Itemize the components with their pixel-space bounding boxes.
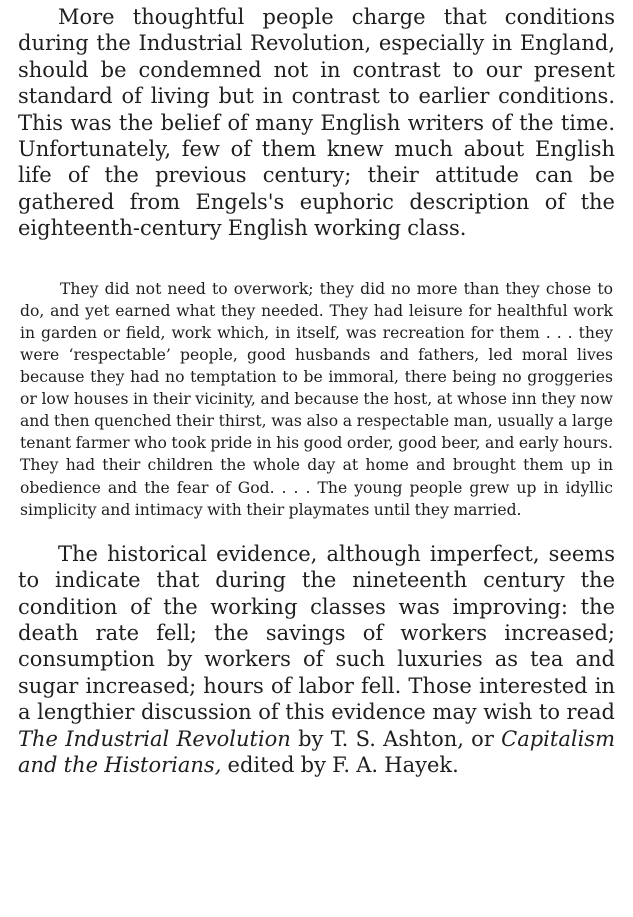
paragraph-2-text-before: The historical evidence, although imperfect, seems to indicate that during the nineteenth century the condition of the working classes was improving: the death rate fell; the savings of workers increased; consumption by workers of such luxuries as tea and sugar increased; hours of labor fell. Those interested in a lengthier discussion of this evidence may wish to read	[18, 541, 615, 725]
paragraph-2	[18, 541, 615, 779]
book-title-capitalism-historians: Capitalism and the Historians,	[18, 726, 615, 777]
book-title-industrial-revolution: The Industrial Revolution	[18, 726, 291, 751]
paragraph-2-text-after: edited by F. A. Hayek.	[221, 752, 459, 777]
block-quote-engels: They did not need to overwork; they did no more than they chose to do, and yet earned what they needed. They had leisure for healthful work in garden or field, work which, in itself, was recreation for them . . . they were ‘respectable’ people, good husbands and fathers, led moral lives because they had no temptation to be immoral, there being no groggeries or low houses in their vicinity, and because the host, at whose inn they now and then quenched their thirst, was also a respectable man, usually a large tenant farmer who took pride in his good order, good beer, and early hours. They had their children the whole day at home and brought them up in obedience and the fear of God. . . . The young people grew up in idyllic simplicity and intimacy with their playmates until they married.	[20, 279, 613, 519]
paragraph-1: More thoughtful people charge that conditions during the Industrial Revolution, especially in England, should be condemned not in contrast to our present standard of living but in contrast to earlier conditions. This was the belief of many English writers of the time. Unfortunately, few of them knew much about English life of the previous century; their attitude can be gathered from Engels's euphoric description of the eighteenth-century English working class.	[18, 5, 615, 241]
paragraph-2-text-middle: by T. S. Ashton, or	[290, 726, 502, 751]
document-page	[18, 4, 615, 778]
